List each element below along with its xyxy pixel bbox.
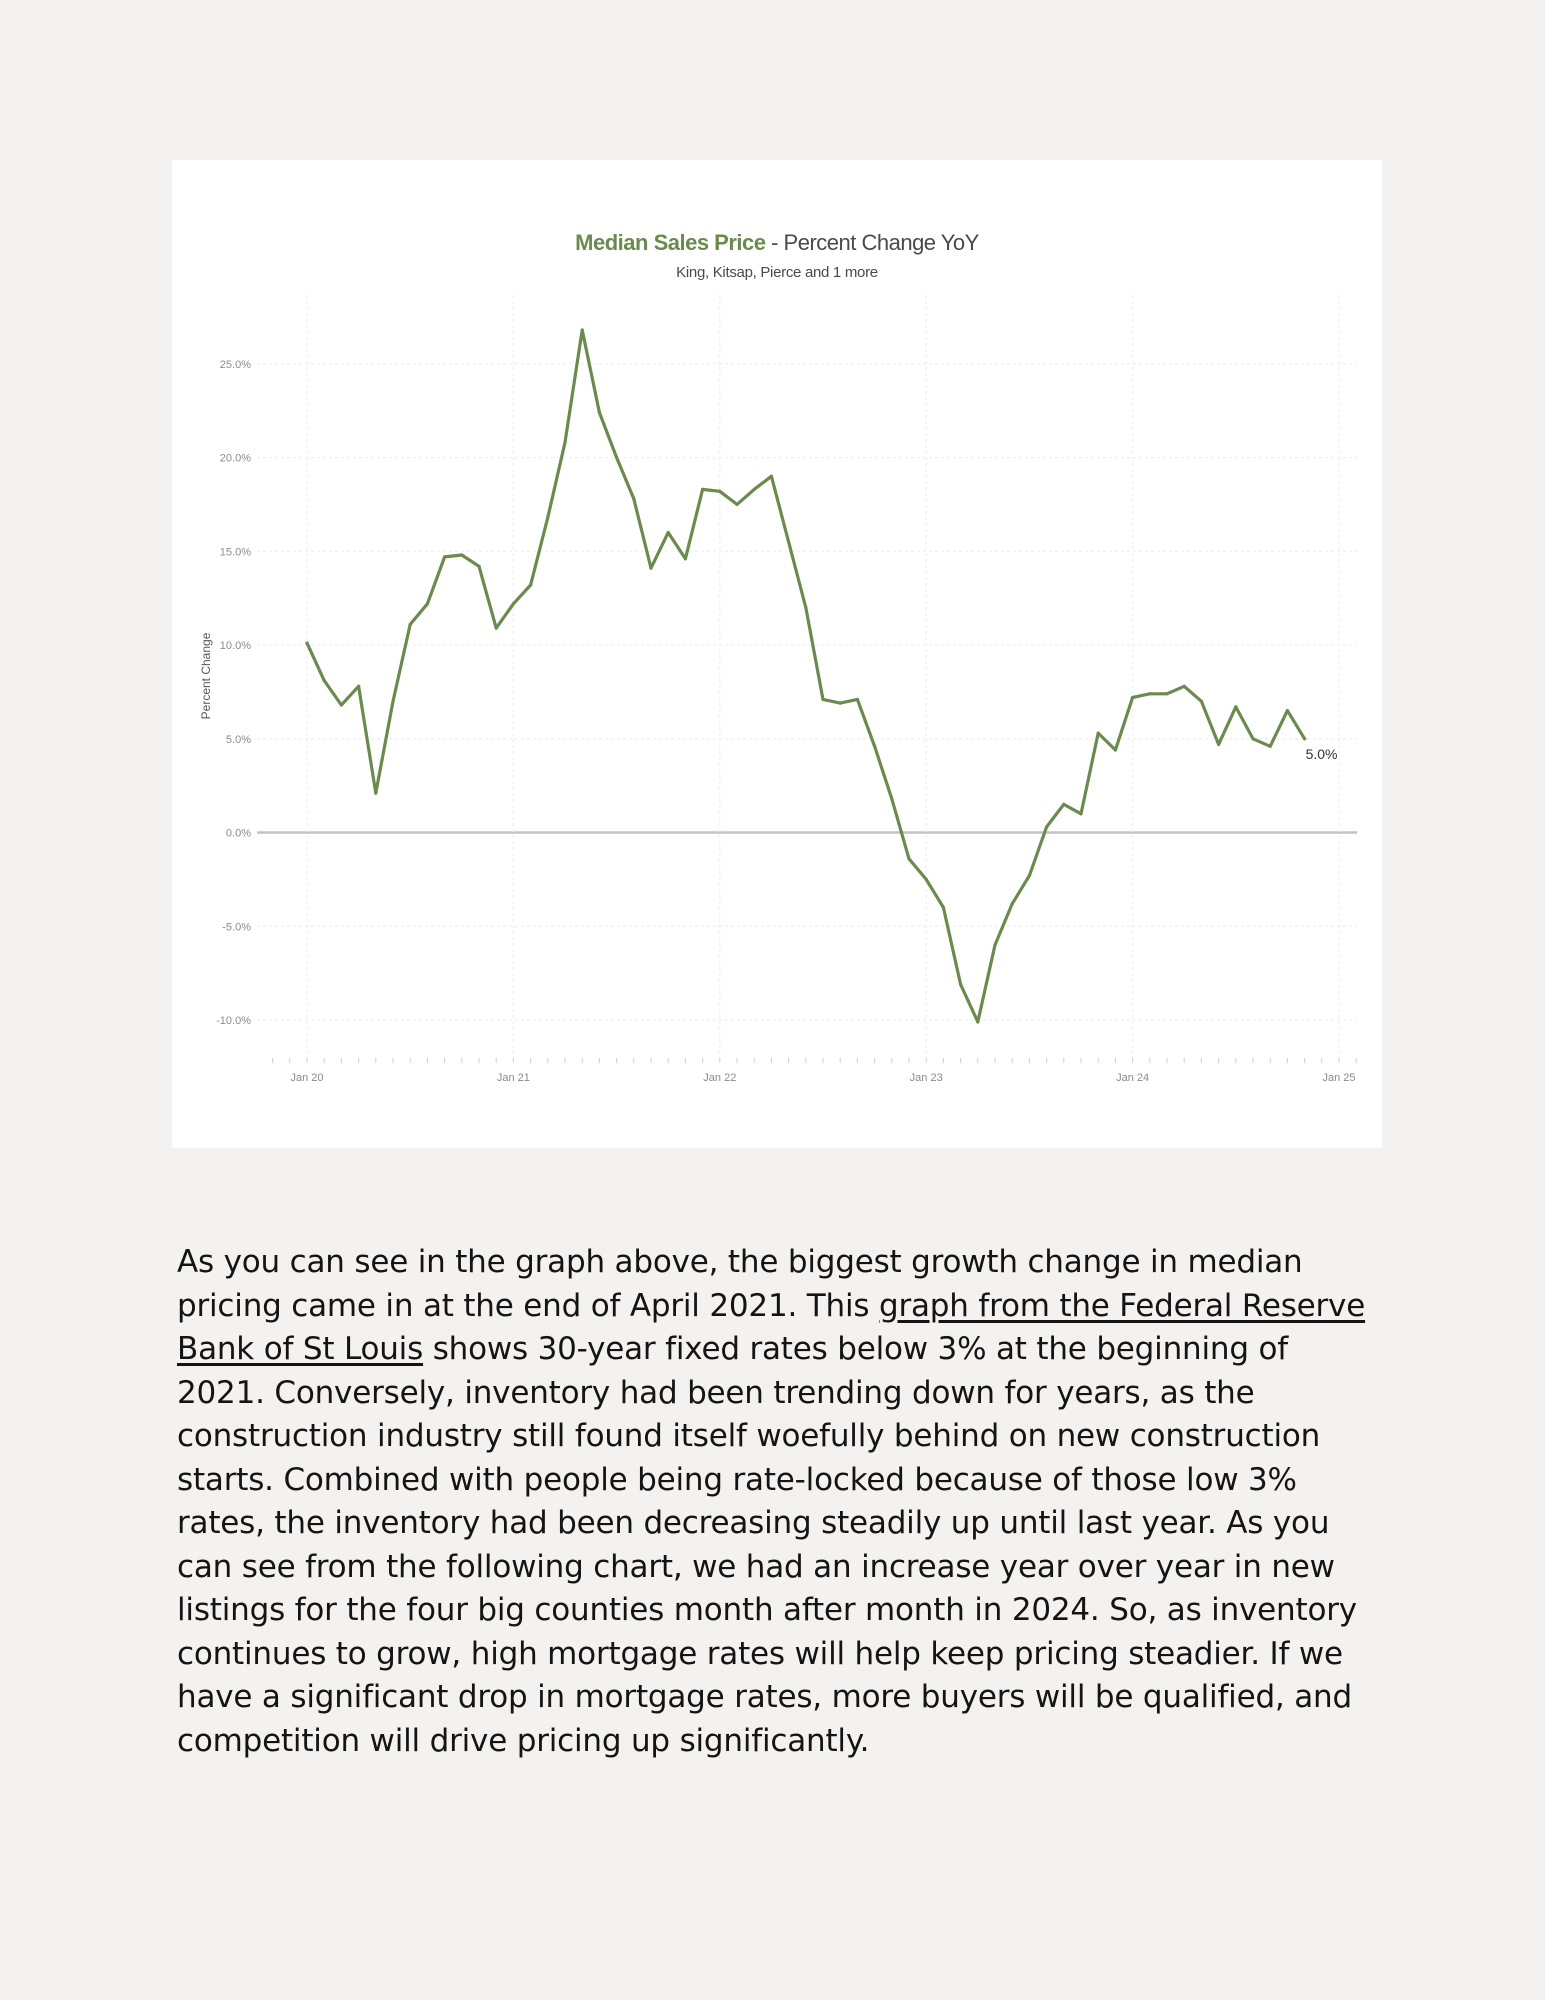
y-tick-label: 25.0% — [219, 358, 251, 371]
data-point — [770, 475, 773, 478]
data-point — [718, 490, 721, 493]
data-point — [546, 516, 549, 519]
data-point — [1062, 803, 1065, 806]
data-point — [890, 797, 893, 800]
data-point — [649, 567, 652, 570]
data-point — [460, 553, 463, 556]
data-point — [804, 606, 807, 609]
chart-title — [172, 230, 1382, 256]
data-point — [667, 531, 670, 534]
data-point — [993, 943, 996, 946]
data-point — [323, 679, 326, 682]
x-tick-label: Jan 23 — [909, 1072, 943, 1084]
x-tick-label: Jan 24 — [1116, 1072, 1150, 1084]
data-point — [856, 698, 859, 701]
x-tick-label: Jan 21 — [496, 1072, 530, 1084]
data-point — [1165, 692, 1168, 695]
data-point — [495, 627, 498, 630]
fred-graph-link[interactable]: graph from the Federal Reserve Bank of St Louis — [177, 1287, 1366, 1367]
chart-title-rest: - Percent Change YoY — [765, 230, 979, 255]
data-point — [1234, 705, 1237, 708]
data-point — [976, 1020, 979, 1023]
y-tick-label: 10.0% — [219, 640, 251, 652]
data-point — [340, 703, 343, 706]
x-tick-label: Jan 20 — [290, 1072, 324, 1084]
data-point — [1148, 692, 1151, 695]
article-paragraph — [177, 1241, 1377, 1763]
data-point — [632, 497, 635, 500]
end-value-label: 5.0% — [1305, 745, 1338, 762]
data-point — [1303, 737, 1306, 740]
data-point — [1269, 745, 1272, 748]
data-point — [443, 555, 446, 558]
data-point — [787, 540, 790, 543]
data-point — [563, 441, 566, 444]
data-point — [1200, 700, 1203, 703]
data-point — [735, 503, 738, 506]
chart-subtitle: King, Kitsap, Pierce and 1 more — [676, 264, 878, 281]
data-point — [1028, 874, 1031, 877]
data-point — [925, 878, 928, 881]
data-point — [357, 685, 360, 688]
y-tick-label: 20.0% — [219, 452, 251, 465]
data-point — [409, 623, 412, 626]
data-point — [873, 745, 876, 748]
line-chart — [172, 160, 1382, 1148]
data-point — [821, 698, 824, 701]
data-point — [839, 702, 842, 705]
data-point — [374, 792, 377, 795]
data-point — [959, 983, 962, 986]
y-tick-label: 15.0% — [219, 546, 251, 559]
data-point — [1045, 825, 1048, 828]
data-point — [1011, 902, 1014, 905]
data-point — [391, 700, 394, 703]
series-line — [307, 330, 1305, 1022]
data-point — [1183, 685, 1186, 688]
data-point — [701, 488, 704, 491]
y-tick-label: -10.0% — [216, 1015, 251, 1027]
data-point — [907, 857, 910, 860]
data-point — [1251, 737, 1254, 740]
data-point — [1097, 732, 1100, 735]
data-point — [477, 565, 480, 568]
data-point — [529, 583, 532, 586]
data-point — [426, 602, 429, 605]
data-point — [1079, 812, 1082, 815]
article-text-after-link: shows 30-year fixed rates below 3% at the beginning of 2021. Conversely, inventory had been trending down for years, as the construction industry still found itself woefully behind on new construction starts. Combined with people being rate-locked because of those low 3% rates, the inventory had been decreasing steadily up until last year. As you can see from the following chart, we had an increase year over year in new listings for the four big counties month after month in 2024. So, as inventory continues to grow, high mortgage rates will help keep pricing steadier. If we have a significant drop in mortgage rates, more buyers will be qualified, and competition will drive pricing up significantly. — [177, 1331, 1357, 1759]
y-axis-label: Percent Change — [199, 632, 213, 720]
x-tick-label: Jan 25 — [1322, 1072, 1356, 1084]
y-tick-label: -5.0% — [222, 921, 251, 934]
data-point — [581, 328, 584, 331]
x-tick-label: Jan 22 — [703, 1072, 737, 1084]
data-point — [1217, 743, 1220, 746]
data-point — [1114, 748, 1117, 751]
data-point — [1286, 709, 1289, 712]
data-point — [598, 411, 601, 414]
data-point — [684, 557, 687, 560]
data-point — [512, 602, 515, 605]
data-point — [942, 906, 945, 909]
data-point — [305, 642, 308, 645]
y-tick-label: 0.0% — [225, 827, 251, 840]
article-text-before-link: As you can see in the graph above, the biggest growth change in median pricing came in at the end of April 2021. This — [177, 1244, 1303, 1324]
data-point — [615, 456, 618, 459]
chart-title-main: Median Sales Price — [575, 230, 766, 255]
y-tick-label: 5.0% — [225, 733, 251, 746]
data-point — [1131, 696, 1134, 699]
chart-card — [172, 160, 1382, 1148]
data-point — [753, 488, 756, 491]
